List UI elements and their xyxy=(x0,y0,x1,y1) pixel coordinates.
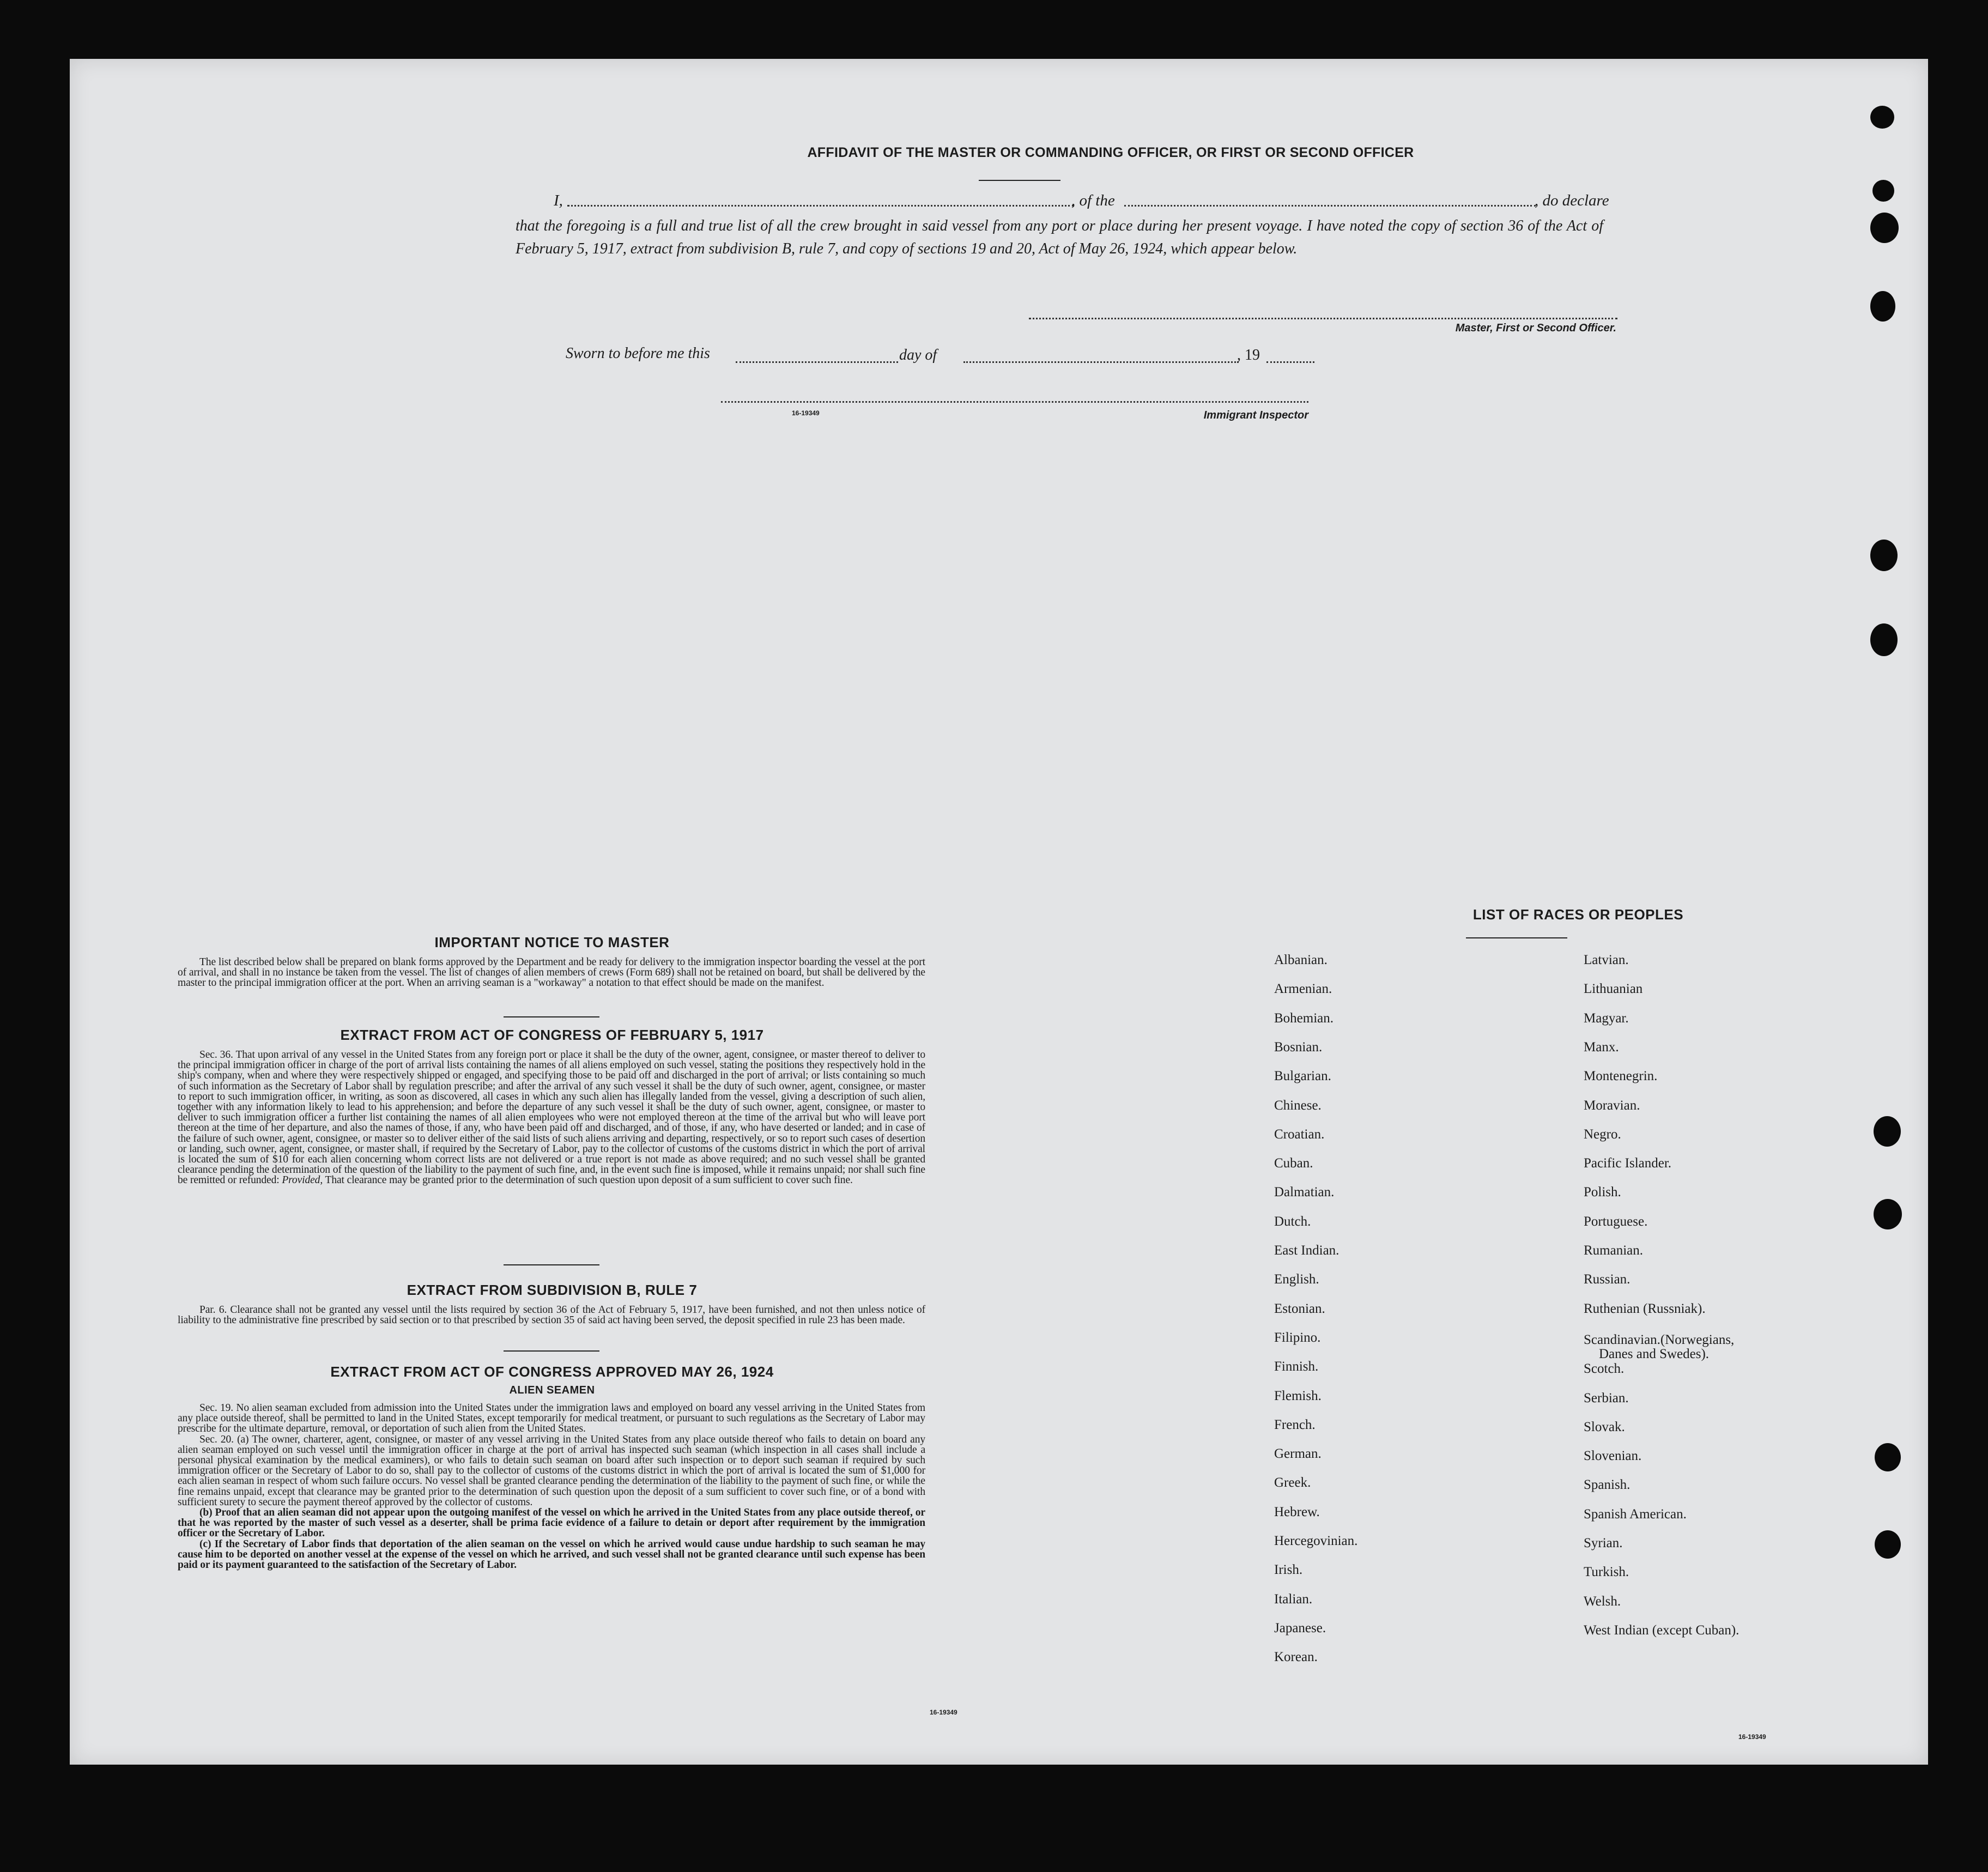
binder-hole xyxy=(1875,1443,1901,1471)
binder-hole xyxy=(1870,291,1895,322)
title-divider xyxy=(979,180,1060,181)
binder-hole xyxy=(1874,1116,1901,1147)
race-item: Ruthenian (Russniak). xyxy=(1584,1301,1706,1316)
affidavit-form-number: 16-19349 xyxy=(792,409,820,417)
race-item: Portuguese. xyxy=(1584,1214,1648,1229)
race-item: Scandinavian.(Norwegians, xyxy=(1584,1332,1735,1347)
notice-title: IMPORTANT NOTICE TO MASTER xyxy=(434,934,670,950)
subdivision-b-paragraph: Par. 6. Clearance shall not be granted any vessel until the lists required by section 36 of the Act of February 5, 1917, have been furnished, and not then unless notice of liability to the administrative fine prescribed by said section or to that prescribed by section 35 of said act having been served, the deposit specified in rule 23 has been made. xyxy=(178,1304,925,1326)
binder-hole xyxy=(1870,106,1894,129)
race-item: Dutch. xyxy=(1274,1214,1311,1229)
affidavit-line1-mid: , of the xyxy=(1071,192,1115,209)
sworn-month-field[interactable] xyxy=(963,361,1239,363)
extract-1924-text xyxy=(178,1403,925,1570)
extract-1917-end: That clearance may be granted prior to the determination of such question upon deposit of a sum sufficient to cover such fine. xyxy=(325,1174,853,1186)
race-item: Negro. xyxy=(1584,1126,1621,1142)
race-item: Estonian. xyxy=(1274,1301,1325,1316)
divider xyxy=(504,1264,599,1265)
sworn-day-label: day of xyxy=(899,347,937,364)
race-item: Slovak. xyxy=(1584,1419,1625,1434)
race-item: Scotch. xyxy=(1584,1361,1625,1377)
sec20b-paragraph: (b) Proof that an alien seaman did not appear upon the outgoing manifest of the vessel on which he arrived in the United States from any place outside thereof, or that he was reported by the master of such vessel as a deserter, shall be prima facie evidence of a failure to detain or deport after requirement by the immigration officer or the Secretary of Labor. xyxy=(178,1507,925,1540)
race-item: Danes and Swedes). xyxy=(1599,1346,1710,1361)
race-item: Italian. xyxy=(1274,1591,1313,1607)
race-item: Greek. xyxy=(1274,1475,1311,1491)
sworn-year-field[interactable] xyxy=(1266,361,1314,363)
race-item: Cuban. xyxy=(1274,1156,1313,1171)
divider xyxy=(504,1350,599,1352)
race-item: Magyar. xyxy=(1584,1010,1629,1026)
sworn-day-field[interactable] xyxy=(736,361,898,363)
race-item: Latvian. xyxy=(1584,953,1629,967)
extract-1917-text xyxy=(178,1050,925,1186)
race-item: Chinese. xyxy=(1274,1098,1322,1113)
race-item: Hebrew. xyxy=(1274,1504,1320,1519)
races-title: LIST OF RACES OR PEOPLES xyxy=(1472,906,1684,923)
extract-form-number: 16-19349 xyxy=(930,1709,957,1716)
race-item: Pacific Islander. xyxy=(1584,1156,1672,1171)
race-item: Welsh. xyxy=(1584,1594,1621,1609)
race-item: Moravian. xyxy=(1584,1098,1640,1113)
race-item: Montenegrin. xyxy=(1584,1069,1658,1084)
binder-hole xyxy=(1870,540,1898,571)
sec19-paragraph: Sec. 19. No alien seaman excluded from admission into the United States under the immigration laws and employed on board any vessel arriving in the United States from any place outside thereof, shall be permitted to land in the United States, except temporarily for medical treatment, or pursuant to such regulations as the Secretary of Labor may prescribe for the ultimate departure, removal, or deportation of such alien from the United States. xyxy=(178,1402,925,1435)
race-item: Bohemian. xyxy=(1274,1010,1334,1026)
races-form-number: 16-19349 xyxy=(1738,1733,1766,1741)
race-item: Bosnian. xyxy=(1274,1039,1323,1055)
race-item: Syrian. xyxy=(1584,1536,1623,1550)
affidavit-line1-start: I, xyxy=(554,192,563,209)
race-item: Spanish. xyxy=(1584,1477,1631,1493)
affidavit-line1-end: , do declare xyxy=(1535,192,1609,209)
divider xyxy=(504,1016,599,1017)
race-item: Armenian. xyxy=(1274,982,1332,997)
notice-paragraph: The list described below shall be prepared on blank forms approved by the Department and be ready for delivery to the immigration inspector boarding the vessel at the port of arrival, and shall in no instance be taken from the vessel. The list of changes of alien members of crews (Form 689) shall not be retained on board, but shall be delivered by the master to the principal immigration officer at the port. When an arriving seaman is a "workaway" a notation to that effect should be made on the manifest. xyxy=(178,956,925,989)
race-item: Slovenian. xyxy=(1584,1449,1642,1464)
race-item: Korean. xyxy=(1274,1650,1318,1665)
race-item: Manx. xyxy=(1584,1039,1619,1055)
affidavit-body: that the foregoing is a full and true list of all the crew brought in said vessel from any port or place during her present voyage. I have noted the copy of section 36 of the Act of February 5, 1917, extract from subdivision B, rule 7, and copy of sections 19 and 20, Act of May 26, 1924, which appear below. xyxy=(516,217,1603,257)
binder-hole xyxy=(1872,180,1894,202)
race-item: Turkish. xyxy=(1584,1565,1629,1580)
race-item: Croatian. xyxy=(1274,1126,1325,1142)
extract-1917-title: EXTRACT FROM ACT OF CONGRESS OF FEBRUARY 5, 1917 xyxy=(340,1027,764,1043)
race-item: Lithuanian xyxy=(1584,982,1643,997)
binder-hole xyxy=(1875,1530,1901,1559)
race-item: Irish. xyxy=(1274,1562,1303,1578)
extract-1924-title: EXTRACT FROM ACT OF CONGRESS APPROVED MAY 26, 1924 xyxy=(330,1364,774,1380)
alien-seamen-subtitle: ALIEN SEAMEN xyxy=(509,1384,595,1396)
inspector-caption: Immigrant Inspector xyxy=(1203,409,1308,421)
race-item: West Indian (except Cuban). xyxy=(1584,1622,1739,1638)
race-item: Russian. xyxy=(1584,1272,1631,1287)
provided-word: Provided, xyxy=(282,1174,323,1186)
race-item: Hercegovinian. xyxy=(1274,1534,1358,1548)
race-item: Dalmatian. xyxy=(1274,1185,1335,1200)
vessel-name-field[interactable] xyxy=(1124,205,1536,207)
race-item: Serbian. xyxy=(1584,1390,1629,1405)
binder-hole xyxy=(1874,1199,1902,1229)
race-item: Filipino. xyxy=(1274,1330,1321,1345)
affidavit-title: AFFIDAVIT OF THE MASTER OR COMMANDING OFFICER, OR FIRST OR SECOND OFFICER xyxy=(807,145,1414,160)
race-item: East Indian. xyxy=(1274,1243,1340,1258)
race-item: French. xyxy=(1274,1417,1316,1432)
race-item: Finnish. xyxy=(1274,1359,1319,1374)
divider xyxy=(1466,937,1567,938)
subdivision-b-text xyxy=(178,1305,925,1325)
sec20c-paragraph: (c) If the Secretary of Labor finds that deportation of the alien seaman on the vessel on which he arrived would cause undue hardship to such seaman he may cause him to be deported on another vessel at the expense of the vessel on which he arrived, and such vessel shall not be granted clearance until such expense has been paid or its payment guaranteed to the satisfaction of the Secretary of Labor. xyxy=(178,1538,925,1571)
notice-text xyxy=(178,957,925,989)
master-signature-caption: Master, First or Second Officer. xyxy=(1455,322,1616,334)
sec20a-paragraph: Sec. 20. (a) The owner, charterer, agent, consignee, or master of any vessel arriving in the United States from any place outside thereof who fails to detain on board any alien seaman employed on such vessel until the immigration officer in charge at the port of arrival has inspected such seaman (which inspection in all cases shall include a personal physical examination by the medical examiners), or who fails to detain such seaman on board after such inspection or to deport such seaman if required by such immigration officer or the Secretary of Labor to do so, shall pay to the collector of customs of the customs district in which the port of arrival is located the sum of $1,000 for each alien seaman in respect of whom such failure occurs. No vessel shall be granted clearance pending the determination of the liability to the payment of such fine, or while the fine remains unpaid, except that clearance may be granted prior to the determination of such question upon the deposit of a sum sufficient to cover such fine, or of a bond with sufficient surety to secure the payment thereof approved by the collector of customs. xyxy=(178,1433,925,1508)
subdivision-b-title: EXTRACT FROM SUBDIVISION B, RULE 7 xyxy=(407,1282,698,1298)
race-item: Polish. xyxy=(1584,1185,1621,1200)
race-item: Flemish. xyxy=(1274,1388,1322,1403)
race-item: German. xyxy=(1274,1446,1322,1462)
sworn-text: Sworn to before me this xyxy=(566,345,710,362)
race-item: English. xyxy=(1274,1272,1319,1287)
master-signature-field[interactable] xyxy=(1029,318,1617,319)
race-item: Rumanian. xyxy=(1584,1243,1644,1258)
sworn-year-label: , 19 xyxy=(1237,347,1260,364)
declarant-name-field[interactable] xyxy=(567,205,1074,207)
inspector-signature-field[interactable] xyxy=(721,401,1308,403)
race-item: Spanish American. xyxy=(1584,1506,1687,1522)
race-item: Albanian. xyxy=(1274,953,1328,967)
extract-1917-body: Sec. 36. That upon arrival of any vessel in the United States from any foreign port or place it shall be the duty of the owner, agent, consignee, or master thereof to deliver to the principal immigration officer in charge of the port of arrival lists containing the names of all aliens employed on such vessel, stating the positions they respectively hold in the ship's company, when and where they were respectively shipped or engaged, and specifying those to be paid off and discharged in the port of arrival; or lists containing so much of such information as the Secretary of Labor shall by regulation prescribe; and after the arrival of any such vessel it shall be the duty of such owner, agent, consignee, or master to report to such immigration officer, in writing, as soon as discovered, all cases in which any such alien has illegally landed from the vessel, giving a description of such alien, together with any information likely to lead to his apprehension; and before the departure of any such vessel it shall be the duty of such owner, agent, consignee, or master to deliver to such immigration officer a further list containing the names of all alien employees who were not employed thereon at the time of the arrival but who will leave port thereon at the time of her departure, and also the names of those, if any, who have been paid off and discharged, and of those, if any, who have deserted or landed; and in case of the failure of such owner, agent, consignee, or master so to deliver either of the said lists of such aliens arriving and departing, respectively, or so to report such cases of desertion or landing, such owner, agent, consignee, or master shall, if required by the Secretary of Labor, pay to the collector of customs of the customs district in which the port of arrival is located the sum of $10 for each alien concerning whom correct lists are not delivered or a true report is not made as above required; and no such vessel shall be granted clearance pending the determination of the question of the liability to the payment of such fine, and, in the event such fine is imposed, while it remains unpaid; nor shall such fine be remitted or refunded: xyxy=(178,1049,925,1186)
race-item: Bulgarian. xyxy=(1274,1069,1331,1084)
binder-hole xyxy=(1870,213,1899,243)
race-item: Japanese. xyxy=(1274,1620,1326,1635)
document-page xyxy=(70,59,1928,1765)
binder-hole xyxy=(1870,623,1898,656)
